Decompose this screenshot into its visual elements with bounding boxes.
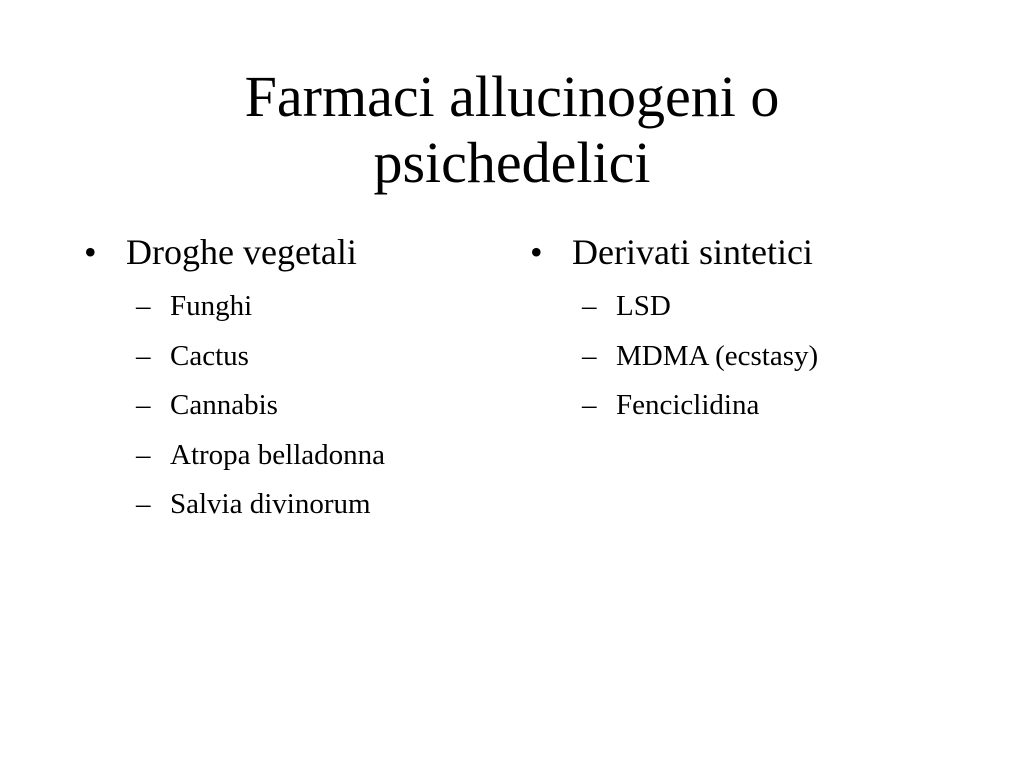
sub-item bbox=[84, 381, 504, 431]
sub-item-label: MDMA (ecstasy) bbox=[616, 339, 819, 372]
bullet-item-derivati-sintetici bbox=[530, 228, 970, 431]
bullet-icon: • bbox=[84, 232, 97, 272]
sub-item-label: Cactus bbox=[170, 339, 249, 372]
sub-item-label: Funghi bbox=[170, 290, 253, 322]
bullet-icon: • bbox=[530, 232, 543, 272]
sub-item-label: Fenciclidina bbox=[616, 389, 760, 421]
sub-item bbox=[530, 282, 970, 332]
sub-item-label: Salvia divinorum bbox=[170, 488, 371, 520]
dash-icon: – bbox=[136, 438, 151, 471]
sub-list bbox=[84, 282, 504, 530]
title-line-1: Farmaci allucinogeni o bbox=[244, 64, 780, 129]
sub-item bbox=[84, 282, 504, 332]
left-column bbox=[84, 228, 504, 530]
bullet-heading: Derivati sintetici bbox=[572, 232, 813, 272]
slide-title bbox=[0, 64, 1024, 196]
dash-icon: – bbox=[136, 488, 151, 520]
bullet-row bbox=[84, 228, 504, 276]
sub-item bbox=[84, 431, 504, 481]
sub-item-label: Atropa belladonna bbox=[170, 438, 386, 471]
sub-item-label: LSD bbox=[616, 290, 671, 322]
dash-icon: – bbox=[582, 339, 597, 372]
dash-icon: – bbox=[136, 339, 151, 372]
sub-item bbox=[84, 480, 504, 530]
dash-icon: – bbox=[136, 290, 151, 322]
dash-icon: – bbox=[136, 389, 151, 421]
dash-icon: – bbox=[582, 290, 597, 322]
dash-icon: – bbox=[582, 389, 597, 421]
bullet-row bbox=[530, 228, 970, 276]
sub-item bbox=[84, 332, 504, 382]
bullet-item-droghe-vegetali bbox=[84, 228, 504, 530]
title-line-2: psichedelici bbox=[373, 130, 651, 195]
bullet-heading: Droghe vegetali bbox=[126, 232, 357, 272]
sub-item-label: Cannabis bbox=[170, 389, 278, 421]
sub-item bbox=[530, 381, 970, 431]
right-column bbox=[530, 228, 970, 431]
sub-list bbox=[530, 282, 970, 431]
sub-item bbox=[530, 332, 970, 382]
